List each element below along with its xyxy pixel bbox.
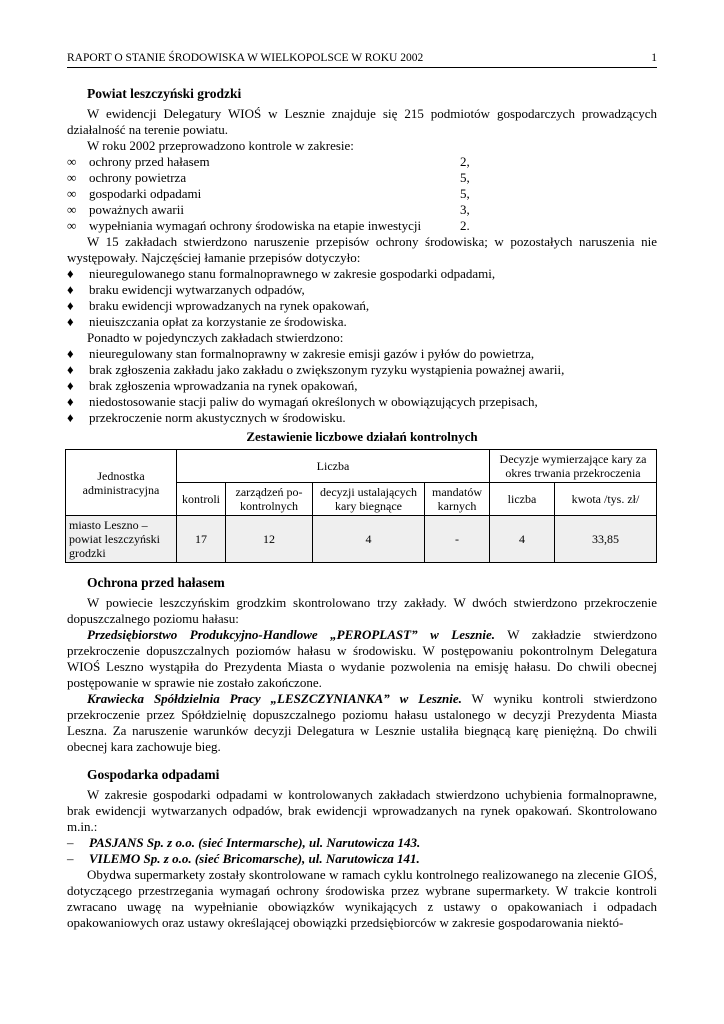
list-item: ♦ przekroczenie norm akustycznych w środowisku. bbox=[67, 410, 346, 425]
list-item: ∞ ochrony przed hałasem 2, bbox=[67, 154, 470, 169]
list-item: ♦ brak zgłoszenia wprowadzania na rynek opakowań, bbox=[67, 378, 358, 393]
dash-bullet-icon: – bbox=[67, 835, 74, 850]
paragraph: Obydwa supermarkety zostały skontrolowane w ramach cyklu kontrolnego realizowanego na zlecenie GIOŚ, dotyczącego przestrzegania wymagań ochrony środowiska przez wybrane supermarkety. W trakcie kontroli zwracano uwagę na wypełnianie obowiązków wynikających z ustawy o opakowaniach i odpadach opakowaniowych oraz ustawy określającej obowiązki przedsiębiorców w zakresie gospodarowania niektó- bbox=[67, 867, 657, 930]
header-cell: Jednostka administracyjna bbox=[66, 450, 177, 516]
table-cell: 17 bbox=[177, 516, 226, 563]
table-title: Zestawienie liczbowe działań kontrolnych bbox=[246, 429, 478, 444]
table-row bbox=[66, 516, 657, 563]
paragraph: Ponadto w pojedynczych zakładach stwierdzono: bbox=[87, 330, 344, 345]
header-cell: mandatów karnych bbox=[425, 483, 490, 516]
paragraph: W ewidencji Delegatury WIOŚ w Lesznie znajduje się 215 podmiotów gospodarczych prowadzących działalność na terenie powiatu. bbox=[67, 106, 657, 137]
table-cell: 33,85 bbox=[555, 516, 657, 563]
list-item: ∞ poważnych awarii 3, bbox=[67, 202, 470, 217]
table-cell: miasto Leszno – powiat leszczyński grodzki bbox=[66, 516, 177, 563]
table-cell: - bbox=[425, 516, 490, 563]
list-item: ♦ brak zgłoszenia zakładu jako zakładu o zwiększonym ryzyku wystąpienia poważnej awarii, bbox=[67, 362, 565, 377]
paragraph: Krawiecka Spółdzielnia Pracy „LESZCZYNIANKA” w Lesznie. W wyniku kontroli stwierdzono przekroczenie przez Spółdzielnię dopuszczalnego poziomu hałasu ustalonego w decyzji Prezydenta Miasta Leszna. Za naruszenie warunków decyzji Delegatura w Lesznie ustaliła biegnącą karę pieniężną. Do chwili obecnej kara zachowuje bieg. bbox=[67, 691, 657, 754]
paragraph: W zakresie gospodarki odpadami w kontrolowanych zakładach stwierdzono uchybienia formalnoprawne, brak ewidencji wytwarzanych odpadów, brak ewidencji wprowadzanych na rynek opakowań. Skontrolowano m.in.: bbox=[67, 787, 657, 834]
table-cell: 4 bbox=[490, 516, 555, 563]
noise-section bbox=[67, 575, 657, 755]
infinity-bullet-icon: ∞ bbox=[67, 170, 77, 185]
infinity-bullet-icon: ∞ bbox=[67, 218, 77, 233]
diamond-bullet-icon: ♦ bbox=[67, 298, 74, 313]
paragraph: W 15 zakładach stwierdzono naruszenie przepisów ochrony środowiska; w pozostałych naruszenia nie występowały. Najczęściej łamanie przepisów dotyczyło: bbox=[67, 234, 657, 265]
list-item: ♦ braku ewidencji wprowadzanych na rynek opakowań, bbox=[67, 298, 370, 313]
diamond-bullet-icon: ♦ bbox=[67, 346, 74, 361]
list-item: ♦ braku ewidencji wytwarzanych odpadów, bbox=[67, 282, 305, 297]
page-number: 1 bbox=[651, 52, 657, 64]
diamond-bullet-icon: ♦ bbox=[67, 378, 74, 393]
list-item: – VILEMO Sp. z o.o. (sieć Bricomarsche), ul. Narutowicza 141. bbox=[67, 851, 420, 866]
list-item: ∞ wypełniania wymagań ochrony środowiska na etapie inwestycji 2. bbox=[67, 218, 470, 233]
paragraph: W powiecie leszczyńskim grodzkim skontrolowano trzy zakłady. W dwóch stwierdzono przekroczenie dopuszczalnego poziomu hałasu: bbox=[67, 595, 657, 626]
table-cell: 12 bbox=[226, 516, 313, 563]
infinity-bullet-icon: ∞ bbox=[67, 186, 77, 201]
diamond-bullet-icon: ♦ bbox=[67, 314, 74, 329]
diamond-bullet-icon: ♦ bbox=[67, 266, 74, 281]
diamond-bullet-icon: ♦ bbox=[67, 394, 74, 409]
controls-list bbox=[67, 154, 657, 234]
violations-list bbox=[67, 266, 657, 330]
header-cell: kontroli bbox=[177, 483, 226, 516]
header-cell: zarządzeń po-kontrolnych bbox=[226, 483, 313, 516]
header-cell: Liczba bbox=[177, 450, 490, 483]
list-item: ♦ niedostosowanie stacji paliw do wymagań określonych w obowiązujących przepisach, bbox=[67, 394, 538, 409]
dash-bullet-icon: – bbox=[67, 851, 74, 866]
list-item: ♦ nieuregulowanego stanu formalnoprawnego w zakresie gospodarki odpadami, bbox=[67, 266, 496, 281]
header-cell: liczba bbox=[490, 483, 555, 516]
company-name: Przedsiębiorstwo Produkcyjno-Handlowe „PEROPLAST” w Lesznie. bbox=[87, 627, 495, 642]
list-item: ∞ ochrony powietrza 5, bbox=[67, 170, 470, 185]
list-item: ∞ gospodarki odpadami 5, bbox=[67, 186, 470, 201]
diamond-bullet-icon: ♦ bbox=[67, 282, 74, 297]
control-summary-table bbox=[65, 449, 657, 563]
list-item: – PASJANS Sp. z o.o. (sieć Intermarsche), ul. Narutowicza 143. bbox=[67, 835, 421, 850]
list-item: ♦ nieuregulowany stan formalnoprawny w zakresie emisji gazów i pyłów do powietrza, bbox=[67, 346, 535, 361]
diamond-bullet-icon: ♦ bbox=[67, 362, 74, 377]
header-cell: kwota /tys. zł/ bbox=[555, 483, 657, 516]
header-cell: Decyzje wymierzające kary za okres trwania przekroczenia bbox=[490, 450, 657, 483]
infinity-bullet-icon: ∞ bbox=[67, 202, 77, 217]
table-cell: 4 bbox=[313, 516, 425, 563]
header-title: RAPORT O STANIE ŚRODOWISKA W WIELKOPOLSCE W ROKU 2002 bbox=[67, 52, 424, 64]
header-cell: decyzji ustalających kary biegnące bbox=[313, 483, 425, 516]
page-content bbox=[67, 86, 657, 931]
additional-list bbox=[67, 346, 657, 426]
diamond-bullet-icon: ♦ bbox=[67, 410, 74, 425]
infinity-bullet-icon: ∞ bbox=[67, 154, 77, 169]
list-item: ♦ nieuiszczania opłat za korzystanie ze środowiska. bbox=[67, 314, 347, 329]
page-header bbox=[67, 52, 657, 68]
company-name: Krawiecka Spółdzielnia Pracy „LESZCZYNIANKA” w Lesznie. bbox=[87, 691, 462, 706]
waste-section bbox=[67, 767, 657, 931]
section-heading: Powiat leszczyński grodzki bbox=[87, 86, 242, 101]
section-heading: Ochrona przed hałasem bbox=[87, 575, 225, 590]
paragraph: Przedsiębiorstwo Produkcyjno-Handlowe „PEROPLAST” w Lesznie. W zakładzie stwierdzono przekroczenie dopuszczalnych poziomów hałasu w środowisku. W postępowaniu pokontrolnym Delegatura WIOŚ Leszno wystąpiła do Prezydenta Miasta o wydanie pozwolenia na emisję hałasu. Do chwili obecnej postępowanie w sprawie nie zostało zakończone. bbox=[67, 627, 658, 690]
section-heading: Gospodarka odpadami bbox=[87, 767, 220, 782]
paragraph: W roku 2002 przeprowadzono kontrole w zakresie: bbox=[87, 138, 354, 153]
